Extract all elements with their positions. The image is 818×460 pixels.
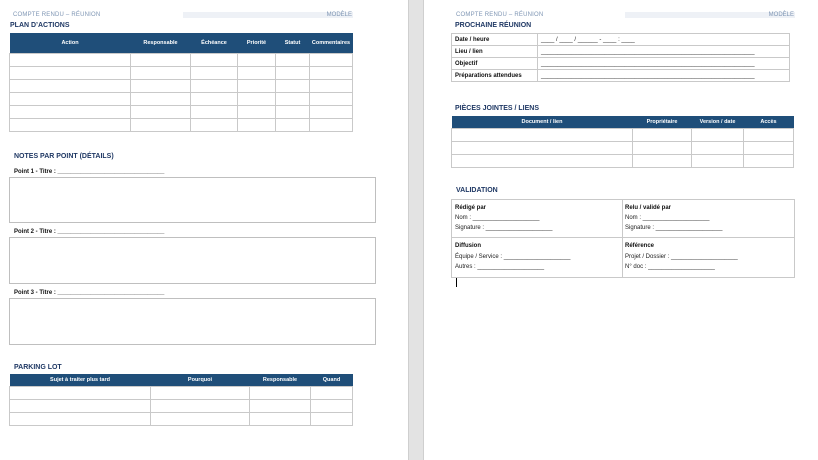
parking-lot-cell[interactable] [311,399,353,412]
action-plan-cell[interactable] [10,79,131,92]
parking-lot-table [9,374,353,426]
notes-title: NOTES PAR POINT (DÉTAILS) [14,153,114,160]
action-plan-cell[interactable] [10,105,131,118]
attachments-col-header: Document / lien [452,116,633,128]
attachments-title: PIÈCES JOINTES / LIENS [455,105,540,112]
attachments-row [452,128,794,141]
parking-lot-cell[interactable] [311,386,353,399]
parking-lot-cell[interactable] [151,412,250,425]
action-plan-col-header: Responsable [131,33,191,53]
action-plan-cell[interactable] [238,92,276,105]
action-plan-cell[interactable] [276,53,310,66]
attachments-cell[interactable] [692,141,744,154]
action-plan-cell[interactable] [191,66,238,79]
action-plan-cell[interactable] [238,118,276,131]
action-plan-cell[interactable] [238,79,276,92]
parking-lot-cell[interactable] [10,399,151,412]
written-by-name-field[interactable]: Nom : ____________________ [455,215,540,221]
attachments-cell[interactable] [633,128,692,141]
parking-lot-cell[interactable] [250,386,311,399]
action-plan-cell[interactable] [276,105,310,118]
action-plan-row [10,53,353,66]
action-plan-cell[interactable] [310,79,353,92]
written-by-title: Rédigé par [455,205,487,211]
next-meeting-label: Lieu / lien [452,46,538,58]
action-plan-cell[interactable] [131,105,191,118]
action-plan-cell[interactable] [10,53,131,66]
attachments-col-header: Accès [744,116,794,128]
action-plan-col-header: Action [10,33,131,53]
action-plan-cell[interactable] [276,92,310,105]
written-by-signature-field[interactable]: Signature : ____________________ [455,225,553,231]
parking-lot-cell[interactable] [151,399,250,412]
parking-lot-col-header: Pourquoi [151,374,250,386]
action-plan-col-header: Échéance [191,33,238,53]
parking-lot-cell[interactable] [311,412,353,425]
parking-lot-col-header: Quand [311,374,353,386]
action-plan-cell[interactable] [131,53,191,66]
action-plan-cell[interactable] [191,105,238,118]
point-3-label: Point 3 - Titre : ________________________________ [14,290,165,296]
attachments-cell[interactable] [692,128,744,141]
next-meeting-value-field[interactable]: ________________________________________________________________ [538,46,790,58]
attachments-cell[interactable] [633,154,692,167]
point-2-label: Point 2 - Titre : ________________________________ [14,229,165,235]
point-3-notes-box[interactable] [9,298,376,345]
distribution-title: Diffusion [455,243,481,249]
attachments-cell[interactable] [744,141,794,154]
action-plan-cell[interactable] [10,66,131,79]
next-meeting-value-field[interactable]: ________________________________________________________________ [538,58,790,70]
header-right-label: MODÈLE [326,12,352,18]
action-plan-row [10,118,353,131]
next-meeting-row [452,58,790,70]
header-left-label-right: COMPTE RENDU – RÉUNION [456,12,544,18]
right-page [424,0,818,460]
attachments-col-header: Propriétaire [633,116,692,128]
action-plan-col-header: Priorité [238,33,276,53]
action-plan-title: PLAN D’ACTIONS [10,22,70,29]
attachments-header-row [452,116,794,128]
next-meeting-row [452,46,790,58]
next-meeting-label: Préparations attendues [452,70,538,82]
action-plan-cell[interactable] [310,92,353,105]
action-plan-row [10,92,353,105]
action-plan-cell[interactable] [191,92,238,105]
header-right-label-right: MODÈLE [768,12,794,18]
action-plan-cell[interactable] [238,53,276,66]
action-plan-cell[interactable] [310,66,353,79]
action-plan-row [10,79,353,92]
next-meeting-label: Objectif [452,58,538,70]
point-2-notes-box[interactable] [9,237,376,284]
action-plan-cell[interactable] [131,118,191,131]
parking-lot-cell[interactable] [10,386,151,399]
reviewed-by-signature-field[interactable]: Signature : ____________________ [625,225,723,231]
validation-title: VALIDATION [456,187,498,194]
action-plan-row [10,105,353,118]
next-meeting-label: Date / heure [452,34,538,46]
action-plan-cell[interactable] [131,92,191,105]
reference-doc-number-field[interactable]: N° doc : ____________________ [625,264,715,270]
validation-divider-vertical [622,199,623,277]
action-plan-cell[interactable] [10,92,131,105]
attachments-cell[interactable] [744,128,794,141]
action-plan-cell[interactable] [191,79,238,92]
action-plan-cell[interactable] [310,118,353,131]
attachments-col-header: Version / date [692,116,744,128]
action-plan-cell[interactable] [191,118,238,131]
parking-lot-col-header: Responsable [250,374,311,386]
action-plan-cell[interactable] [276,79,310,92]
action-plan-cell[interactable] [276,118,310,131]
reviewed-by-name-field[interactable]: Nom : ____________________ [625,215,710,221]
reference-title: Référence [625,243,655,249]
next-meeting-value-field[interactable]: ____ / ____ / ______ - ____ : ____ [538,34,790,46]
parking-lot-row [10,386,353,399]
attachments-cell[interactable] [452,154,633,167]
attachments-cell[interactable] [692,154,744,167]
distribution-team-field[interactable]: Équipe / Service : ____________________ [455,254,571,260]
attachments-row [452,154,794,167]
distribution-others-field[interactable]: Autres : ____________________ [455,264,545,270]
parking-lot-row [10,412,353,425]
action-plan-cell[interactable] [310,53,353,66]
action-plan-row [10,66,353,79]
next-meeting-title: PROCHAINE RÉUNION [455,22,532,29]
next-meeting-row [452,34,790,46]
parking-lot-cell[interactable] [151,386,250,399]
parking-lot-col-header: Sujet à traiter plus tard [10,374,151,386]
next-meeting-table [451,33,790,82]
parking-lot-cell[interactable] [250,412,311,425]
action-plan-col-header: Commentaires [310,33,353,53]
next-meeting-row [452,70,790,82]
action-plan-header-row [10,33,353,53]
reference-project-field[interactable]: Projet / Dossier : ____________________ [625,254,738,260]
action-plan-cell[interactable] [131,66,191,79]
attachments-cell[interactable] [744,154,794,167]
action-plan-cell[interactable] [276,66,310,79]
action-plan-cell[interactable] [131,79,191,92]
action-plan-col-header: Statut [276,33,310,53]
parking-lot-title: PARKING LOT [14,364,62,371]
parking-lot-cell[interactable] [250,399,311,412]
left-page [0,0,408,460]
next-meeting-value-field[interactable]: ________________________________________________________________ [538,70,790,82]
action-plan-cell[interactable] [238,66,276,79]
action-plan-cell[interactable] [10,118,131,131]
action-plan-cell[interactable] [191,53,238,66]
action-plan-cell[interactable] [310,105,353,118]
parking-lot-header-row [10,374,353,386]
reviewed-by-title: Relu / validé par [625,205,672,211]
attachments-cell[interactable] [452,141,633,154]
parking-lot-row [10,399,353,412]
attachments-row [452,141,794,154]
header-left-label: COMPTE RENDU – RÉUNION [13,12,101,18]
point-1-label: Point 1 - Titre : ________________________________ [14,169,165,175]
action-plan-cell[interactable] [238,105,276,118]
attachments-table [451,116,794,168]
point-1-notes-box[interactable] [9,177,376,223]
attachments-cell[interactable] [633,141,692,154]
page-gutter [408,0,424,460]
parking-lot-cell[interactable] [10,412,151,425]
attachments-cell[interactable] [452,128,633,141]
validation-divider-horizontal [451,237,794,238]
action-plan-table [9,33,353,132]
text-cursor [456,278,457,287]
